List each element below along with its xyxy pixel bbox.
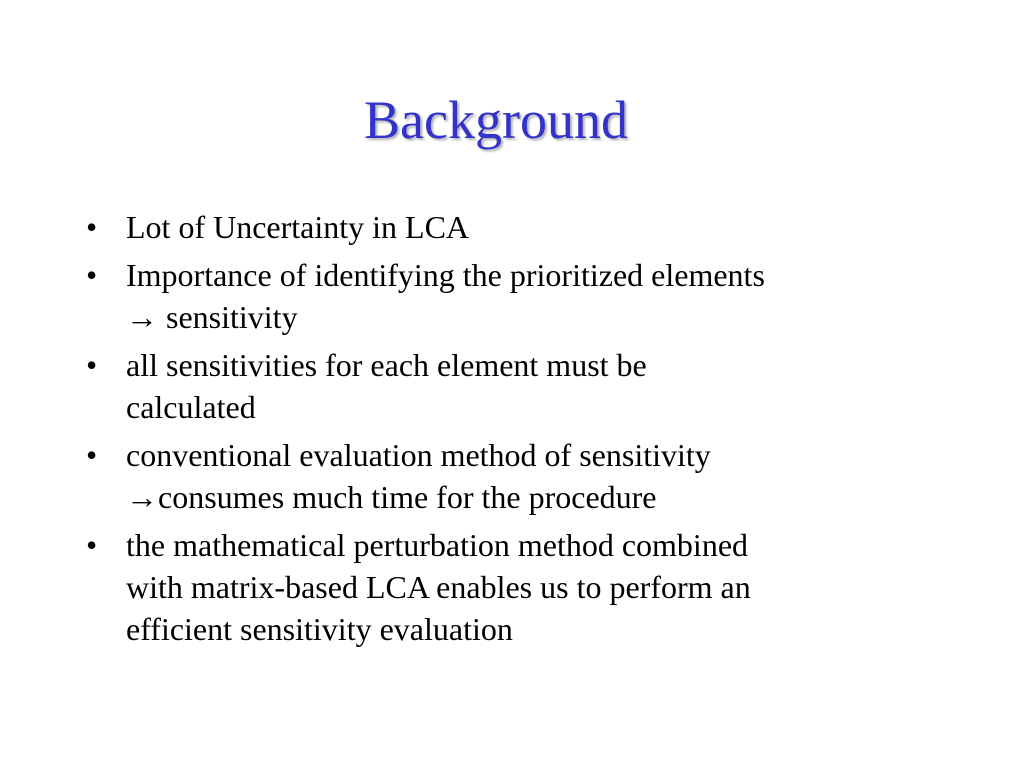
bullet-item-1: [86, 206, 936, 248]
bullet-icon: •: [86, 437, 98, 473]
bullet-item-3: [86, 344, 936, 428]
bullet-text: Lot of Uncertainty in LCA: [126, 209, 470, 245]
bullet-text: the mathematical perturbation method combined with matrix-based LCA enables us to perform an efficient sensitivity evaluation: [126, 527, 751, 647]
bullet-item-5: [86, 524, 936, 650]
bullet-item-2: [86, 254, 936, 338]
bullet-item-4: [86, 434, 936, 518]
bullet-icon: •: [86, 527, 98, 563]
bullet-icon: •: [86, 209, 98, 245]
bullet-text: conventional evaluation method of sensitivity →consumes much time for the procedure: [126, 437, 711, 515]
bullet-text: all sensitivities for each element must be calculated: [126, 347, 647, 425]
bullet-icon: •: [86, 347, 98, 383]
bullet-list: [86, 206, 936, 656]
bullet-icon: •: [86, 257, 98, 293]
slide-title: Background: [364, 90, 628, 150]
bullet-text: Importance of identifying the prioritized elements → sensitivity: [126, 257, 765, 335]
